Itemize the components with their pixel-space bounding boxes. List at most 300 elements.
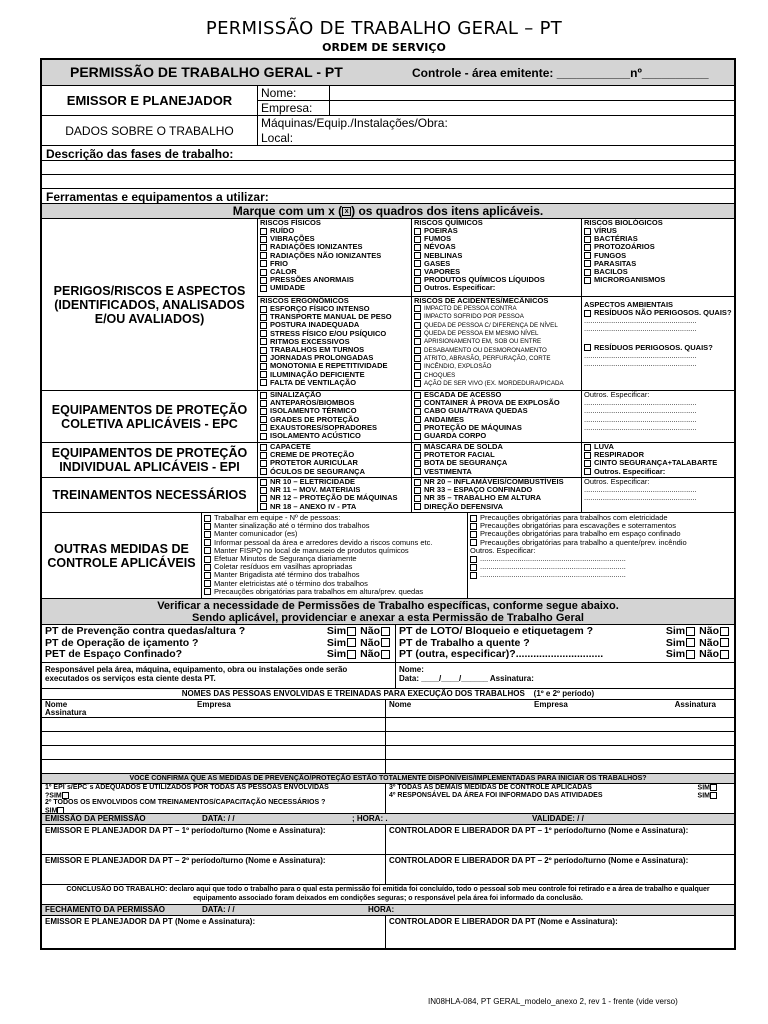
emissor-2-signature[interactable]: EMISSOR E PLANEJADOR DA PT – 2º período/turno (Nome e Assinatura): (42, 855, 386, 884)
assinaturas-row-2 (42, 855, 734, 885)
risco-quimico-item[interactable]: Outros. Especificar: (414, 284, 579, 292)
nomes-col-empresa-2: Empresa (534, 700, 568, 709)
epi-item[interactable]: CAPACETE (260, 443, 409, 451)
epi-item[interactable]: PROTETOR AURICULAR (260, 459, 409, 467)
controlador-1-signature[interactable]: CONTROLADOR E LIBERADOR DA PT – 1º período/turno (Nome e Assinatura): (389, 826, 689, 835)
nomes-title: NOMES DAS PESSOAS ENVOLVIDAS E TREINADAS PARA EXECUÇÃO DOS TRABALHOS (1º e 2º período) (181, 689, 595, 698)
checkbox-icon[interactable] (584, 269, 591, 276)
checkbox-icon[interactable] (414, 347, 421, 354)
checkbox-icon[interactable] (260, 236, 267, 243)
sim-checkbox[interactable] (347, 638, 356, 647)
risco-quimico-item[interactable]: PRODUTOS QUÍMICOS LÍQUIDOS (414, 276, 579, 284)
checkbox-icon[interactable] (260, 371, 267, 378)
treinamentos-col-1 (258, 478, 412, 512)
epi-col-3 (582, 443, 734, 477)
epi-col-2 (412, 443, 582, 477)
empresa-label: Empresa: (258, 101, 330, 115)
checkbox-icon[interactable] (470, 523, 477, 530)
nomes-row[interactable] (42, 718, 734, 732)
outra-medida-item[interactable]: Precauções obrigatórias para trabalho a quente/prev. incêndio (470, 539, 732, 547)
confirma-row: 1º EPI´s/EPC´s ADEQUADOS E UTILIZADOS POR TODAS AS PESSOAS ENVOLVIDAS ?SIM 2º TODOS OS ENVOLVIDOS COM TREINAMENTOS/CAPACITAÇÃO NECESSÁRIOS ? SIM 3º TODAS AS DEMAIS MEDIDAS DE CONTROLE APLICADAS 4º RESPONSÁVEL DA ÁREA FOI INFORMADO DAS ATIVIDADES SIM SIM (42, 784, 734, 814)
checkbox-icon[interactable] (414, 330, 421, 337)
risco-ergonomico-item[interactable]: STRESS FÍSICO E/OU PSÍQUICO (260, 330, 409, 338)
risco-fisico-item[interactable]: UMIDADE (260, 284, 409, 292)
confirma-title-row (42, 774, 734, 784)
checkbox-icon[interactable] (204, 531, 211, 538)
fechamento-controlador-signature[interactable]: CONTROLADOR E LIBERADOR DA PT (Nome e Assinatura): (389, 917, 618, 926)
conclusao-row (42, 885, 734, 905)
confirma-q1-checkbox[interactable] (62, 792, 69, 799)
risco-ergonomico-item[interactable]: POSTURA INADEQUADA (260, 321, 409, 329)
checkbox-icon[interactable] (260, 277, 267, 284)
emissao-validade[interactable]: VALIDADE: / / (532, 814, 584, 823)
checkbox-icon[interactable] (260, 416, 267, 423)
treinamento-item[interactable]: NR 10 – ELETRICIDADE (260, 478, 409, 486)
checkbox-icon[interactable] (414, 503, 421, 510)
risco-biologico-item[interactable]: VÍRUS (584, 227, 732, 235)
checkbox-icon[interactable] (414, 380, 421, 387)
local-field[interactable]: Local: (261, 131, 294, 145)
marque-instruction: Marque com um x ( x ) os quadros dos itens aplicáveis. (232, 204, 544, 218)
perigos-label: PERIGOS/RISCOS E ASPECTOS (IDENTIFICADOS, ANALISADOS E/OU AVALIADOS) (42, 219, 258, 390)
nomes-row[interactable] (42, 746, 734, 760)
checkbox-icon[interactable] (584, 236, 591, 243)
checkbox-icon[interactable] (414, 452, 421, 459)
epi-item[interactable]: LUVA (584, 443, 732, 451)
risco-acidente-item[interactable]: QUEDA DE PESSOA EM MESMO NÍVEL (414, 330, 579, 338)
outras-outros-checkbox-3[interactable] (470, 572, 477, 579)
epi-item[interactable]: PROTETOR FACIAL (414, 451, 579, 459)
descricao-row[interactable] (42, 146, 734, 161)
risco-biologico-item[interactable]: MICRORGANISMOS (584, 276, 732, 284)
checkbox-icon[interactable] (584, 244, 591, 251)
riscos-biologicos: RISCOS BIOLÓGICOS VÍRUS BACTÉRIAS PROTOZOÁRIOS FUNGOS PARASITAS BACILOS MICRORGANISMOS (582, 219, 734, 296)
confirma-q4-checkbox[interactable] (710, 792, 717, 799)
checkbox-icon[interactable] (414, 338, 421, 345)
controlador-2-signature[interactable]: CONTROLADOR E LIBERADOR DA PT – 2º período/turno (Nome e Assinatura): (389, 856, 689, 865)
epi-item[interactable]: Outros. Especificar: (584, 468, 732, 476)
pt-row: PT de LOTO/ Bloqueio e etiquetagem ? Sim Não (399, 626, 731, 638)
risco-fisico-item[interactable]: PRESSÕES ANORMAIS (260, 276, 409, 284)
epc-col-2 (412, 391, 582, 442)
checkbox-icon[interactable] (260, 322, 267, 329)
checkbox-icon[interactable] (260, 487, 267, 494)
checkbox-icon[interactable] (414, 416, 421, 423)
epc-item[interactable]: SINALIZAÇÃO (260, 391, 409, 399)
fechamento-label: FECHAMENTO DA PERMISSÃO (45, 905, 166, 914)
epc-col-1 (258, 391, 412, 442)
outra-medida-item[interactable]: Manter comunicador (es) (204, 530, 465, 538)
risco-ergonomico-item[interactable]: FALTA DE VENTILAÇÃO (260, 379, 409, 387)
fechamento-row (42, 905, 734, 916)
checkbox-icon[interactable] (414, 444, 421, 451)
risco-acidente-item[interactable]: IMPACTO DE PESSOA CONTRA (414, 305, 579, 313)
checkbox-icon[interactable] (584, 444, 591, 451)
dados-row (42, 116, 734, 146)
epc-outros-dots-4[interactable]: ...................................................... (584, 422, 697, 432)
treinamento-item[interactable]: NR 18 – ANEXO IV - PTA (260, 503, 409, 511)
risco-acidente-item[interactable]: IMPACTO SOFRIDO POR PESSOA (414, 313, 579, 321)
dados-label: DADOS SOBRE O TRABALHO (42, 116, 258, 145)
epc-item[interactable]: ISOLAMENTO TÉRMICO (260, 407, 409, 415)
epi-label: EQUIPAMENTOS DE PROTEÇÃO INDIVIDUAL APLICÁVEIS - EPI (42, 443, 258, 477)
riscos-acidentes: RISCOS DE ACIDENTES/MECÂNICOS IMPACTO DE PESSOA CONTRA IMPACTO SOFRIDO POR PESSOA QUEDA DE PESSOA C/ DIFERENÇA DE NÍVEL QUEDA DE PESSOA EM MESMO NÍVEL APRISIONAMENTO EM, SOB OU ENTRE DESABAMENTO OU DESMORONAMENTO ATRITO, ABRASÃO, PERFURAÇÃO, CORTE INCÊNDIO, EXPLOSÃO CHOQUES AÇÃO DE SER VIVO (EX. MORDEDURA/PICADA (412, 297, 582, 390)
epc-outros: Outros. Especificar: ...................................................... ...................................................... ...................................................... ...................................................... (582, 391, 734, 442)
checkbox-icon[interactable] (414, 408, 421, 415)
risco-quimico-item[interactable]: NÉVOAS (414, 243, 579, 251)
checkbox-icon[interactable] (414, 260, 421, 267)
treinamento-item[interactable]: DIREÇÃO DEFENSIVA (414, 503, 579, 511)
emissao-label: EMISSÃO DA PERMISSÃO (45, 814, 146, 823)
checkbox-icon[interactable] (260, 392, 267, 399)
checkbox-icon[interactable] (414, 363, 421, 370)
checkbox-icon[interactable] (260, 479, 267, 486)
checkbox-icon[interactable] (260, 355, 267, 362)
checkbox-icon[interactable] (260, 400, 267, 407)
nomes-row[interactable] (42, 760, 734, 774)
risco-fisico-item[interactable]: CALOR (260, 268, 409, 276)
checkbox-icon[interactable] (260, 503, 267, 510)
risco-ergonomico-item[interactable]: TRABALHOS EM TURNOS (260, 346, 409, 354)
marque-row (42, 204, 734, 219)
treinamentos-outros-dots-1[interactable]: ...................................................... (584, 485, 697, 495)
riscos-ergonomicos: RISCOS ERGONÔMICOS ESFORÇO FÍSICO INTENSO TRANSPORTE MANUAL DE PESO POSTURA INADEQUADA STRESS FÍSICO E/OU PSÍQUICO RITMOS EXCESSIVOS TRABALHOS EM TURNOS JORNADAS PROLONGADAS MONOTONIA E REPETITIVIDADE ILUMINAÇÃO DEFICIENTE FALTA DE VENTILAÇÃO (258, 297, 412, 390)
checkbox-icon[interactable] (204, 539, 211, 546)
pts-section (42, 625, 734, 663)
emissao-hora[interactable]: ; HORA: . (352, 814, 388, 823)
checkbox-icon[interactable] (204, 572, 211, 579)
checkbox-icon[interactable] (204, 564, 211, 571)
treinamento-item[interactable]: NR 20 – INFLAMÁVEIS/COMBUSTÍVEIS (414, 478, 579, 486)
treinamento-item[interactable]: NR 12 – PROTEÇÃO DE MÁQUINAS (260, 494, 409, 502)
checkbox-icon[interactable] (260, 244, 267, 251)
checkbox-example-icon: x (342, 207, 351, 216)
checkbox-icon[interactable] (260, 379, 267, 386)
outras-col-2: Precauções obrigatórias para trabalhos com eletricidade Precauções obrigatórias para escavações e soterramentos Precauções obrigatórias para trabalho em espaço confinado Precauções obrigatórias para trabalho a quente/prev. incêndio Outros. Especificar: ...................................................................... ...................................................................... ...................................................................... (468, 513, 734, 598)
checkbox-icon[interactable] (260, 306, 267, 313)
nao-checkbox[interactable] (720, 627, 729, 636)
epc-item[interactable]: EXAUSTORES/SOPRADORES (260, 424, 409, 432)
pt-row: PET de Espaço Confinado? Sim Não (45, 649, 392, 661)
checkbox-icon[interactable] (584, 252, 591, 259)
checkbox-icon[interactable] (584, 277, 591, 284)
checkbox-icon[interactable] (260, 314, 267, 321)
risco-biologico-item[interactable]: BACTÉRIAS (584, 235, 732, 243)
checkbox-icon[interactable] (470, 531, 477, 538)
epc-section (42, 391, 734, 443)
epi-item[interactable]: VESTIMENTA (414, 468, 579, 476)
checkbox-icon[interactable] (204, 515, 211, 522)
nao-checkbox[interactable] (381, 638, 390, 647)
checkbox-icon[interactable] (260, 347, 267, 354)
epi-col-1 (258, 443, 412, 477)
nomes-col-empresa-1: Empresa (197, 700, 231, 709)
checkbox-icon[interactable] (584, 260, 591, 267)
confirma-q3: 3º TODAS AS DEMAIS MEDIDAS DE CONTROLE APLICADAS (389, 784, 592, 791)
checkbox-icon[interactable] (260, 228, 267, 235)
epi-section (42, 443, 734, 478)
fechamento-data[interactable]: DATA: / / (202, 905, 235, 914)
treinamentos-outros-dots-2[interactable]: ...................................................... (584, 493, 697, 503)
risco-fisico-item[interactable]: FRIO (260, 260, 409, 268)
assinaturas-row-1 (42, 825, 734, 855)
checkbox-icon[interactable] (260, 330, 267, 337)
risco-acidente-item[interactable]: CHOQUES (414, 372, 579, 380)
outra-medida-item[interactable]: Precauções obrigatórias para escavações e soterramentos (470, 522, 732, 530)
nao-checkbox[interactable] (720, 650, 729, 659)
outra-medida-item[interactable]: Efetuar Minutos de Segurança diariamente (204, 555, 465, 563)
checkbox-icon[interactable] (414, 313, 421, 320)
nomes-title-row (42, 689, 734, 700)
risco-biologico-item[interactable]: BACILOS (584, 268, 732, 276)
outra-medida-item[interactable]: Precauções obrigatórias para trabalhos em altura/prev. quedas (204, 588, 465, 596)
confirma-q2-checkbox[interactable] (57, 807, 64, 813)
risco-fisico-item[interactable]: RUÍDO (260, 227, 409, 235)
epc-item[interactable]: CABO GUIA/TRAVA QUEDAS (414, 407, 579, 415)
risco-ergonomico-item[interactable]: MONOTONIA E REPETITIVIDADE (260, 362, 409, 370)
risco-quimico-item[interactable]: POEIRAS (414, 227, 579, 235)
treinamento-item[interactable]: NR 11 – MOV. MATERIAIS (260, 486, 409, 494)
emissor-1-signature[interactable]: EMISSOR E PLANEJADOR DA PT – 1º período/turno (Nome e Assinatura): (42, 825, 386, 854)
checkbox-icon[interactable] (414, 269, 421, 276)
checkbox-icon[interactable] (584, 228, 591, 235)
sim-checkbox[interactable] (686, 638, 695, 647)
risco-ergonomico-item[interactable]: RITMOS EXCESSIVOS (260, 338, 409, 346)
responsavel-row (42, 663, 734, 689)
checkbox-icon[interactable] (414, 355, 421, 362)
checkbox-icon[interactable] (204, 588, 211, 595)
residuos-nao-dots-1[interactable]: ...................................................... (584, 316, 697, 326)
descricao-line-1[interactable] (42, 161, 734, 175)
perigos-section (42, 219, 734, 391)
nao-checkbox[interactable] (381, 650, 390, 659)
epi-item[interactable]: RESPIRADOR (584, 451, 732, 459)
epc-item[interactable]: CONTAINER À PROVA DE EXPLOSÃO (414, 399, 579, 407)
checkbox-icon[interactable] (204, 556, 211, 563)
checkbox-icon[interactable] (204, 523, 211, 530)
checkbox-icon[interactable] (414, 392, 421, 399)
risco-quimico-item[interactable]: NEBLINAS (414, 252, 579, 260)
epc-item[interactable]: ISOLAMENTO ACÚSTICO (260, 432, 409, 440)
epi-item[interactable]: BOTA DE SEGURANÇA (414, 459, 579, 467)
checkbox-icon[interactable] (260, 433, 267, 440)
descricao-line-2[interactable] (42, 175, 734, 189)
risco-quimico-item[interactable]: GASES (414, 260, 579, 268)
outra-medida-item[interactable]: Trabalhar em equipe - Nº de pessoas: (204, 514, 465, 522)
checkbox-icon[interactable] (470, 515, 477, 522)
sim-checkbox[interactable] (686, 650, 695, 659)
checkbox-icon[interactable] (414, 433, 421, 440)
sim-checkbox[interactable] (686, 627, 695, 636)
fechamento-hora[interactable]: HORA: (368, 905, 395, 914)
checkbox-icon[interactable] (204, 547, 211, 554)
checkbox-icon[interactable] (260, 363, 267, 370)
checkbox-icon[interactable] (204, 580, 211, 587)
risco-acidente-item[interactable]: ATRITO, ABRASÃO, PERFURAÇÃO, CORTE (414, 355, 579, 363)
risco-ergonomico-item[interactable]: JORNADAS PROLONGADAS (260, 354, 409, 362)
nomes-row[interactable] (42, 732, 734, 746)
checkbox-icon[interactable] (584, 468, 591, 475)
epi-item[interactable]: CREME DE PROTEÇÃO (260, 451, 409, 459)
checkbox-icon[interactable] (414, 400, 421, 407)
outra-medida-item[interactable]: Manter FISPQ no local de manuseio de produtos químicos (204, 547, 465, 555)
pt-row: PT (outra, especificar)?.............................. Sim Não (399, 649, 731, 661)
nomes-col-nome-2: Nome (389, 700, 412, 709)
outra-medida-item[interactable]: Manter sinalização até o término dos trabalhos (204, 522, 465, 530)
outra-medida-item[interactable]: Precauções obrigatórias para trabalho em espaço confinado (470, 530, 732, 538)
checkbox-icon[interactable] (414, 252, 421, 259)
epc-outros-dots-2[interactable]: ...................................................... (584, 406, 697, 416)
checkbox-icon[interactable] (584, 452, 591, 459)
permit-form (40, 58, 736, 950)
nao-checkbox[interactable] (381, 627, 390, 636)
epc-outros-dots-3[interactable]: ...................................................... (584, 414, 697, 424)
responsavel-nome[interactable]: Nome: (399, 665, 424, 674)
aspectos-ambientais: ASPECTOS AMBIENTAIS RESÍDUOS NÃO PERIGOSOS. QUAIS? ...................................................... ...................................................... RESÍDUOS PERIGOSOS. QUAIS? ...................................................... ...................................................... (584, 300, 732, 369)
checkbox-icon[interactable] (414, 277, 421, 284)
nomes-col-nome-1: Nome (45, 700, 68, 709)
checkbox-icon[interactable] (260, 269, 267, 276)
pt-row: PT de Operação de içamento ? Sim Não (45, 638, 392, 650)
epc-item[interactable]: ESCADA DE ACESSO (414, 391, 579, 399)
pts-left (42, 625, 396, 662)
risco-acidente-item[interactable]: DESABAMENTO OU DESMORONAMENTO (414, 347, 579, 355)
epc-item[interactable]: ANDAIMES (414, 416, 579, 424)
nome-label: Nome: (258, 86, 330, 100)
checkbox-icon[interactable] (414, 322, 421, 329)
outra-medida-item[interactable]: Informar pessoal da área e arredores devido a riscos comuns etc. (204, 539, 465, 547)
ferramentas-row[interactable] (42, 189, 734, 204)
epc-item[interactable]: GUARDA CORPO (414, 432, 579, 440)
checkbox-icon[interactable] (260, 460, 267, 467)
footer-text: IN08HLA-084, PT GERAL_modelo_anexo 2, rev 1 - frente (vide verso) (428, 997, 678, 1006)
checkbox-icon[interactable] (260, 424, 267, 431)
risco-acidente-item[interactable]: QUEDA DE PESSOA C/ DIFERENÇA DE NÍVEL (414, 322, 579, 330)
checkbox-icon[interactable] (260, 338, 267, 345)
checkbox-icon[interactable] (260, 252, 267, 259)
checkbox-icon[interactable] (414, 285, 421, 292)
checkbox-icon[interactable] (414, 424, 421, 431)
outras-outros-checkbox-1[interactable] (470, 556, 477, 563)
risco-fisico-item[interactable]: VIBRAÇÕES (260, 235, 409, 243)
pts-right (396, 625, 734, 662)
risco-quimico-item[interactable]: FUMOS (414, 235, 579, 243)
confirma-q3-checkbox[interactable] (710, 784, 717, 791)
maquinas-field[interactable]: Máquinas/Equip./Instalações/Obra: (261, 116, 448, 130)
epc-outros-dots-1[interactable]: ...................................................... (584, 398, 697, 408)
riscos-fisicos: RISCOS FÍSICOS RUÍDO VIBRAÇÕES RADIAÇÕES IONIZANTES RADIAÇÕES NÃO IONIZANTES FRIO CALOR PRESSÕES ANORMAIS UMIDADE (258, 219, 412, 296)
emissao-data[interactable]: DATA: / / (202, 814, 235, 823)
controle-field[interactable]: Controle - área emitente: ___________nº__________ (412, 66, 709, 80)
epi-item[interactable]: MÁSCARA DE SOLDA (414, 443, 579, 451)
residuos-nao-dots-2[interactable]: ...................................................... (584, 324, 697, 334)
outras-col-1 (202, 513, 468, 598)
checkbox-icon[interactable] (260, 444, 267, 451)
confirma-q1: 1º EPI´s/EPC´s ADEQUADOS E UTILIZADOS POR TODAS AS PESSOAS ENVOLVIDAS (45, 784, 329, 791)
treinamento-item[interactable]: NR 33 – ESPAÇO CONFINADO (414, 486, 579, 494)
responsavel-text: Responsável pela área, máquina, equipamento, obra ou instalações onde serão executados os serviços esta ciente desta PT. (42, 663, 396, 688)
residuos-sim-dots-1[interactable]: ...................................................... (584, 350, 697, 360)
form-title: PERMISSÃO DE TRABALHO GERAL - PT (70, 64, 343, 80)
checkbox-icon[interactable] (260, 495, 267, 502)
outras-outros-checkbox-2[interactable] (470, 564, 477, 571)
form-title-row (42, 60, 734, 86)
checkbox-icon[interactable] (414, 460, 421, 467)
treinamento-item[interactable]: NR 35 – TRABALHO EM ALTURA (414, 494, 579, 502)
risco-biologico-item[interactable]: FUNGOS (584, 252, 732, 260)
risco-acidente-item[interactable]: APRISIONAMENTO EM, SOB OU ENTRE (414, 338, 579, 346)
checkbox-icon[interactable] (414, 468, 421, 475)
nome-input[interactable] (330, 86, 734, 100)
treinamentos-section (42, 478, 734, 513)
risco-quimico-item[interactable]: VAPORES (414, 268, 579, 276)
fechamento-emissor-signature[interactable]: EMISSOR E PLANEJADOR DA PT (Nome e Assinatura): (42, 916, 386, 948)
page-subtitle: ORDEM DE SERVIÇO (322, 41, 446, 54)
risco-biologico-item[interactable]: PARASITAS (584, 260, 732, 268)
checkbox-icon[interactable] (414, 305, 421, 312)
checkbox-icon[interactable] (584, 460, 591, 467)
outra-medida-item[interactable]: Precauções obrigatórias para trabalhos com eletricidade (470, 514, 732, 522)
residuos-sim-dots-2[interactable]: ...................................................... (584, 359, 697, 369)
responsavel-data[interactable]: Data: ____/____/______ Assinatura: (399, 674, 534, 683)
risco-fisico-item[interactable]: RADIAÇÕES NÃO IONIZANTES (260, 252, 409, 260)
nomes-col-assinatura-2: Assinatura (674, 700, 716, 709)
epi-item[interactable]: ÓCULOS DE SEGURANÇA (260, 468, 409, 476)
outra-medida-item[interactable]: Coletar resíduos em vasilhas apropriadas (204, 563, 465, 571)
sim-checkbox[interactable] (347, 650, 356, 659)
fechamento-signatures (42, 916, 734, 948)
checkbox-icon[interactable] (414, 479, 421, 486)
risco-fisico-item[interactable]: RADIAÇÕES IONIZANTES (260, 243, 409, 251)
sim-checkbox[interactable] (347, 627, 356, 636)
outra-medida-item[interactable]: Manter Brigadista até término dos trabalhos (204, 571, 465, 579)
treinamentos-col-2 (412, 478, 582, 512)
risco-acidente-item[interactable]: INCÊNDIO, EXPLOSÃO (414, 363, 579, 371)
descricao-label: Descrição das fases de trabalho: (46, 147, 234, 161)
outra-medida-item[interactable]: Manter eletricistas até o término dos trabalhos (204, 580, 465, 588)
checkbox-icon[interactable] (260, 408, 267, 415)
nao-checkbox[interactable] (720, 638, 729, 647)
checkbox-icon[interactable] (414, 228, 421, 235)
checkbox-icon[interactable] (260, 285, 267, 292)
verificar-row (42, 599, 734, 625)
risco-ergonomico-item[interactable]: TRANSPORTE MANUAL DE PESO (260, 313, 409, 321)
checkbox-icon[interactable] (260, 452, 267, 459)
epc-item[interactable]: ANTEPAROS/BIOMBOS (260, 399, 409, 407)
emissor-row (42, 86, 734, 116)
checkbox-icon[interactable] (414, 244, 421, 251)
risco-ergonomico-item[interactable]: ESFORÇO FÍSICO INTENSO (260, 305, 409, 313)
treinamentos-outros: Outros. Especificar: ...................................................... ...................................................... (582, 478, 734, 512)
riscos-quimicos: RISCOS QUÍMICOS POEIRAS FUMOS NÉVOAS NEBLINAS GASES VAPORES PRODUTOS QUÍMICOS LÍQUIDOS Outros. Especificar: (412, 219, 582, 296)
checkbox-icon[interactable] (414, 372, 421, 379)
risco-ergonomico-item[interactable]: ILUMINAÇÃO DEFICIENTE (260, 371, 409, 379)
checkbox-icon[interactable] (414, 487, 421, 494)
risco-biologico-item[interactable]: PROTOZOÁRIOS (584, 243, 732, 251)
checkbox-icon[interactable] (260, 468, 267, 475)
epi-item[interactable]: CINTO SEGURANÇA+TALABARTE (584, 459, 732, 467)
nomes-header-row (42, 700, 734, 718)
checkbox-icon[interactable] (414, 236, 421, 243)
risco-acidente-item[interactable]: AÇÃO DE SER VIVO (EX. MORDEDURA/PICADA (414, 380, 579, 388)
pt-row: PT de Prevenção contra quedas/altura ? Sim Não (45, 626, 392, 638)
empresa-input[interactable] (330, 101, 734, 115)
checkbox-icon[interactable] (260, 260, 267, 267)
epc-item[interactable]: PROTEÇÃO DE MÁQUINAS (414, 424, 579, 432)
epc-item[interactable]: GRADES DE PROTEÇÃO (260, 416, 409, 424)
checkbox-icon[interactable] (414, 495, 421, 502)
confirma-q2: 2º TODOS OS ENVOLVIDOS COM TREINAMENTOS/CAPACITAÇÃO NECESSÁRIOS ? (45, 799, 326, 807)
